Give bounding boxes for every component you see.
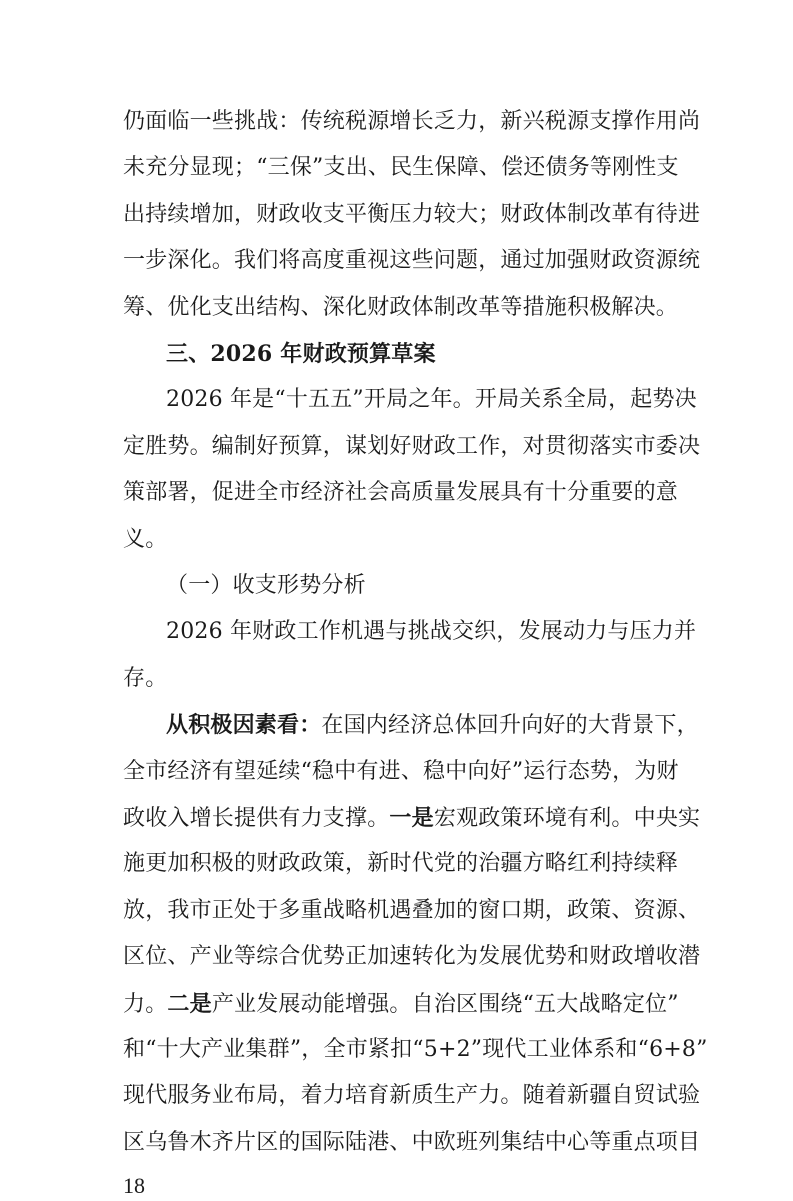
bold-marker: 二是 bbox=[167, 991, 212, 1017]
text-line: 2026 年财政工作机遇与挑战交织，发展动力与压力并 bbox=[166, 619, 697, 644]
text-line: 义。 bbox=[123, 527, 168, 552]
text-line: 放，我市正处于多重战略机遇叠加的窗口期，政策、资源、 bbox=[123, 898, 701, 923]
text-line bbox=[123, 798, 701, 838]
text-line: 一步深化。我们将高度重视这些问题，通过加强财政资源统 bbox=[123, 248, 701, 273]
bold-lead: 从积极因素看： bbox=[166, 712, 322, 738]
text-line bbox=[123, 984, 679, 1024]
text-line: 仍面临一些挑战：传统税源增长乏力，新兴税源支撑作用尚 bbox=[123, 109, 701, 134]
subsection-heading: （一）收支形势分析 bbox=[166, 573, 366, 598]
inline-text: 宏观政策环境有利。中央实 bbox=[433, 806, 701, 831]
text-line: 区乌鲁木齐片区的国际陆港、中欧班列集结中心等重点项目 bbox=[123, 1130, 701, 1155]
inline-text: 力。 bbox=[123, 992, 168, 1017]
text-line: 2026 年是“十五五”开局之年。开局关系全局，起势决 bbox=[166, 387, 697, 412]
text-line: 施更加积极的财政政策，新时代党的治疆方略红利持续释 bbox=[123, 851, 679, 876]
text-line: 区位、产业等综合优势正加速转化为发展优势和财政增收潜 bbox=[123, 944, 701, 969]
section-heading: 三、2026 年财政预算草案 bbox=[166, 341, 436, 367]
text-line: 未充分显现；“三保”支出、民生保障、偿还债务等刚性支 bbox=[123, 155, 679, 180]
text-line: 出持续增加，财政收支平衡压力较大；财政体制改革有待进 bbox=[123, 202, 701, 227]
inline-text: 产业发展动能增强。自治区围绕“五大战略定位” bbox=[211, 992, 679, 1017]
text-line: 策部署，促进全市经济社会高质量发展具有十分重要的意 bbox=[123, 480, 679, 505]
text-line: 存。 bbox=[123, 666, 168, 691]
bold-marker: 一是 bbox=[389, 805, 434, 831]
text-line: 现代服务业布局，着力培育新质生产力。随着新疆自贸试验 bbox=[123, 1083, 701, 1108]
text-line: 全市经济有望延续“稳中有进、稳中向好”运行态势，为财 bbox=[123, 759, 679, 784]
text-line bbox=[166, 705, 699, 745]
text-line: 和“十大产业集群”，全市紧扣“5+2”现代工业体系和“6+8” bbox=[123, 1037, 708, 1062]
inline-text: 政收入增长提供有力支撑。 bbox=[123, 806, 390, 831]
text-line: 筹、优化支出结构、深化财政体制改革等措施积极解决。 bbox=[123, 295, 679, 320]
text-line: 定胜势。编制好预算，谋划好财政工作，对贯彻落实市委决 bbox=[123, 434, 701, 459]
inline-text: 在国内经济总体回升向好的大背景下， bbox=[321, 713, 699, 738]
page-number: 18 bbox=[123, 1173, 145, 1198]
